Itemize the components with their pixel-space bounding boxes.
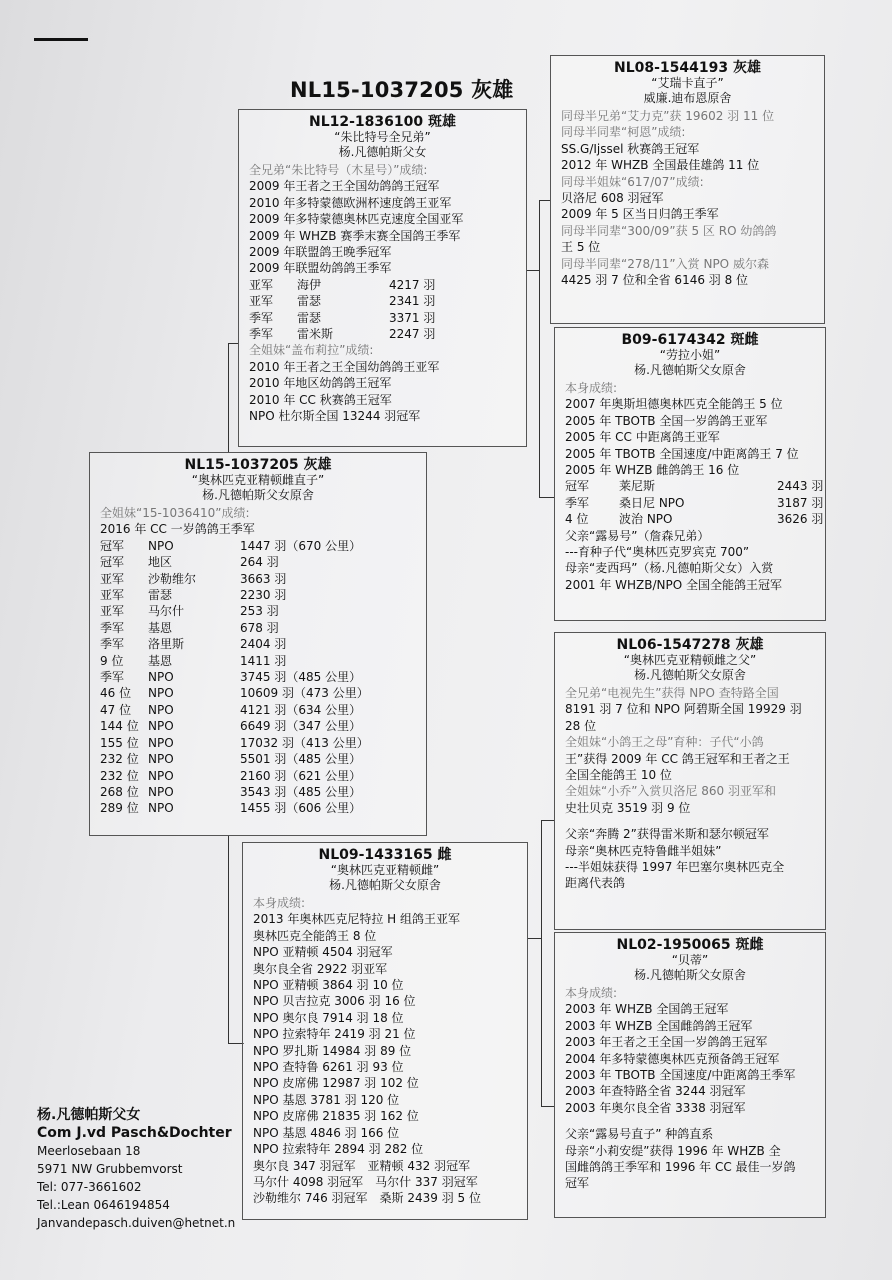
results-list bbox=[253, 895, 517, 1207]
result-cell: 10609 羽（473 公里） bbox=[240, 686, 369, 701]
results-list bbox=[565, 685, 815, 892]
result-line: 4425 羽 7 位和全省 6146 羽 8 位 bbox=[561, 273, 749, 288]
result-cell: 波治 NPO bbox=[619, 512, 673, 527]
result-line: 2005 年 WHZB 雌鸽鸽王 16 位 bbox=[565, 463, 740, 478]
pedigree-box-sire-dam bbox=[554, 327, 826, 621]
result-line bbox=[100, 718, 416, 734]
result-line: 全兄弟“电视先生”获得 NPO 查特路全国 bbox=[565, 686, 779, 700]
result-line: 国雌鸽鸽王季军和 1996 年 CC 最佳一岁鸽 bbox=[565, 1160, 796, 1175]
result-line: 王 5 位 bbox=[561, 240, 601, 255]
result-line: NPO 皮席佛 12987 羽 102 位 bbox=[253, 1076, 419, 1091]
connector-line bbox=[541, 1106, 554, 1107]
result-cell: 4121 羽（634 公里） bbox=[240, 702, 362, 717]
result-line: 2009 年 WHZB 赛季末赛全国鸽王季军 bbox=[249, 228, 461, 243]
result-line: 父亲“露易号”（詹森兄弟） bbox=[565, 528, 710, 543]
result-line: 全姐妹“15-1036410”成绩: bbox=[100, 506, 250, 520]
result-cell: 6649 羽（347 公里） bbox=[240, 719, 362, 734]
result-cell: 2160 羽（621 公里） bbox=[240, 768, 362, 783]
pedigree-box-dam-dam bbox=[554, 932, 826, 1218]
result-line: 贝洛尼 608 羽冠军 bbox=[561, 191, 664, 206]
result-line: NPO 奥尔良 7914 羽 18 位 bbox=[253, 1010, 404, 1025]
result-line: 2012 年 WHZB 全国最佳雄鸽 11 位 bbox=[561, 158, 760, 173]
result-cell: NPO bbox=[148, 735, 174, 750]
result-cell: 季军 bbox=[100, 620, 125, 635]
result-line: ---半姐妹获得 1997 年巴塞尔奥林匹克全 bbox=[565, 860, 785, 875]
result-cell: 2247 羽 bbox=[389, 327, 436, 342]
result-cell: 3745 羽（485 公里） bbox=[240, 670, 362, 685]
result-cell: 1411 羽 bbox=[240, 653, 287, 668]
result-line bbox=[249, 293, 516, 309]
result-cell: 季军 bbox=[249, 327, 274, 342]
result-line: 2003 年查特路全省 3244 羽冠军 bbox=[565, 1084, 746, 1099]
result-cell: 155 位 bbox=[100, 735, 139, 750]
result-cell: 马尔什 bbox=[148, 604, 185, 619]
result-cell: 雷瑟 bbox=[297, 294, 322, 309]
pedigree-box-sire-sire bbox=[550, 55, 825, 324]
result-cell: 季军 bbox=[100, 670, 125, 685]
result-line: 2016 年 CC 一岁鸽鸽王季军 bbox=[100, 522, 255, 537]
bird-name: “奥林匹克亚精顿雌之父” bbox=[623, 653, 757, 667]
result-line: 冠军 bbox=[565, 1176, 590, 1191]
connector-line bbox=[228, 836, 229, 1044]
footer-city: 5971 NW Grubbemvorst bbox=[37, 1162, 183, 1176]
result-cell: 144 位 bbox=[100, 719, 139, 734]
result-cell: 雷米斯 bbox=[297, 327, 334, 342]
connector-line bbox=[527, 938, 542, 939]
result-line: 父亲“奔腾 2”获得雷米斯和瑟尔顿冠军 bbox=[565, 827, 769, 842]
result-line: 2009 年王者之王全国幼鸽鸽王冠军 bbox=[249, 179, 440, 194]
result-cell: 3663 羽 bbox=[240, 571, 287, 586]
result-line: 王”获得 2009 年 CC 鸽王冠军和王者之王 bbox=[565, 751, 790, 766]
result-cell: 冠军 bbox=[565, 479, 590, 494]
result-line: 马尔什 4098 羽冠军 马尔什 337 羽冠军 bbox=[253, 1174, 478, 1189]
bird-name: “奥林匹克亚精顿雌直子” bbox=[191, 473, 325, 487]
result-cell: 3543 羽（485 公里） bbox=[240, 784, 362, 799]
result-line: 2009 年多特蒙德奥林匹克速度全国亚军 bbox=[249, 212, 464, 227]
result-line: 同母半姐妹“617/07”成绩: bbox=[561, 174, 704, 189]
result-line: NPO 皮席佛 21835 羽 162 位 bbox=[253, 1109, 419, 1124]
result-cell: 47 位 bbox=[100, 702, 132, 717]
result-line bbox=[100, 620, 416, 636]
result-cell: NPO bbox=[148, 801, 174, 816]
result-line: NPO 贝吉拉克 3006 羽 16 位 bbox=[253, 994, 416, 1009]
result-line bbox=[100, 685, 416, 701]
result-line bbox=[100, 538, 416, 554]
result-line bbox=[249, 310, 516, 326]
result-line: 2010 年地区幼鸽鸽王冠军 bbox=[249, 376, 392, 391]
result-line: NPO 拉索特年 2419 羽 21 位 bbox=[253, 1027, 416, 1042]
result-cell: 基恩 bbox=[148, 620, 173, 635]
result-cell: 3371 羽 bbox=[389, 310, 436, 325]
result-line: NPO 查特鲁 6261 羽 93 位 bbox=[253, 1060, 404, 1075]
breeder-name: 杨.凡德帕斯父女原舍 bbox=[202, 488, 314, 502]
result-line bbox=[100, 603, 416, 619]
breeder-name: 杨.凡德帕斯父女原舍 bbox=[634, 968, 746, 982]
result-line: 史壮贝克 3519 羽 9 位 bbox=[565, 800, 691, 815]
bird-name: “朱比特号全兄弟” bbox=[334, 130, 431, 144]
result-line: NPO 基恩 4846 羽 166 位 bbox=[253, 1125, 400, 1140]
result-line: 同母半同辈“300/09”获 5 区 RO 幼鸽鸽 bbox=[561, 223, 777, 238]
result-cell: 1447 羽（670 公里） bbox=[240, 538, 362, 553]
result-line: 2003 年 TBOTB 全国速度/中距离鸽王季军 bbox=[565, 1068, 796, 1083]
bird-name: “艾瑞卡直子” bbox=[651, 76, 724, 90]
result-cell: NPO bbox=[148, 670, 174, 685]
connector-line bbox=[541, 820, 554, 821]
ring-number: B09-6174342 斑雌 bbox=[621, 332, 759, 348]
result-line bbox=[565, 495, 824, 511]
result-line: 2010 年 CC 秋赛鸽王冠军 bbox=[249, 392, 392, 407]
result-line bbox=[100, 636, 416, 652]
result-line: 奥尔良全省 2922 羽亚军 bbox=[253, 961, 388, 976]
result-line: 全姐妹“盖布莉拉”成绩: bbox=[249, 343, 374, 358]
result-line: 28 位 bbox=[565, 718, 597, 733]
result-line: 奥林匹克全能鸽王 8 位 bbox=[253, 928, 377, 943]
result-line bbox=[100, 784, 416, 800]
result-line: 2009 年 5 区当日归鸽王季军 bbox=[561, 207, 719, 222]
result-cell: 雷瑟 bbox=[148, 588, 173, 603]
result-line: 2003 年奥尔良全省 3338 羽冠军 bbox=[565, 1100, 746, 1115]
result-line: 2005 年 TBOTB 全国一岁鸽鸽王亚军 bbox=[565, 413, 768, 428]
result-cell: 冠军 bbox=[100, 555, 125, 570]
ring-number: NL02-1950065 斑雌 bbox=[616, 937, 764, 953]
result-cell: 1455 羽（606 公里） bbox=[240, 801, 362, 816]
result-line bbox=[100, 587, 416, 603]
result-line: 2007 年奥斯坦德奥林匹克全能鸽王 5 位 bbox=[565, 397, 783, 412]
result-cell: 地区 bbox=[148, 555, 173, 570]
result-line: 同母半同辈“278/11”入赏 NPO 威尔森 bbox=[561, 256, 769, 271]
ring-number: NL08-1544193 灰雄 bbox=[614, 60, 761, 76]
connector-line bbox=[539, 200, 540, 497]
bird-name: “奥林匹克亚精顿雌” bbox=[330, 863, 440, 877]
footer-email: Janvandepasch.duiven@hetnet.n bbox=[37, 1216, 236, 1230]
connector-line bbox=[526, 270, 540, 271]
result-line: 本身成绩: bbox=[565, 381, 618, 395]
result-line: SS.G/Ijssel 秋赛鸽王冠军 bbox=[561, 141, 700, 156]
result-cell: NPO bbox=[148, 768, 174, 783]
result-cell: 2443 羽 bbox=[777, 479, 824, 494]
result-line: 同母半同辈“柯恩”成绩: bbox=[561, 125, 686, 140]
result-cell: 季军 bbox=[249, 310, 274, 325]
result-line: 母亲“麦西玛”（杨.凡德帕斯父女）入赏 bbox=[565, 561, 774, 576]
results-list bbox=[561, 108, 814, 288]
footer-address: Meerlosebaan 18 bbox=[37, 1144, 141, 1158]
result-cell: 3626 羽 bbox=[777, 512, 824, 527]
result-cell: NPO bbox=[148, 538, 174, 553]
result-line: NPO 亚精顿 4504 羽冠军 bbox=[253, 945, 393, 960]
result-cell: 9 位 bbox=[100, 653, 124, 668]
breeder-name: 杨.凡德帕斯父女 bbox=[338, 145, 427, 159]
result-cell: NPO bbox=[148, 719, 174, 734]
result-line: 2001 年 WHZB/NPO 全国全能鸽王冠军 bbox=[565, 577, 783, 592]
result-line bbox=[565, 511, 824, 527]
result-line: 2003 年 WHZB 全国鸽王冠军 bbox=[565, 1002, 729, 1017]
result-cell: 亚军 bbox=[100, 588, 125, 603]
result-line: 2005 年 TBOTB 全国速度/中距离鸽王 7 位 bbox=[565, 446, 799, 461]
result-line: 父亲“露易号直子” 种鸽直系 bbox=[565, 1127, 714, 1142]
result-cell: 季军 bbox=[565, 495, 590, 510]
result-cell: 洛里斯 bbox=[148, 637, 185, 652]
breeder-name: 杨.凡德帕斯父女原舍 bbox=[634, 363, 746, 377]
footer-tel: Tel: 077-3661602 bbox=[37, 1180, 142, 1194]
result-cell: 亚军 bbox=[249, 277, 274, 292]
result-line: ---育种子代“奥林匹克罗宾克 700” bbox=[565, 545, 750, 560]
result-line: 2005 年 CC 中距离鸽王亚军 bbox=[565, 430, 720, 445]
breeder-name: 杨.凡德帕斯父女原舍 bbox=[329, 878, 441, 892]
pedigree-box-dam-sire bbox=[554, 632, 826, 930]
result-cell: NPO bbox=[148, 784, 174, 799]
ring-number: NL09-1433165 雌 bbox=[318, 847, 452, 863]
result-line bbox=[249, 277, 516, 293]
result-line: 2003 年王者之王全国一岁鸽鸽王冠军 bbox=[565, 1035, 768, 1050]
breeder-name: 杨.凡德帕斯父女原舍 bbox=[634, 668, 746, 682]
result-line: 2010 年王者之王全国幼鸽鸽王亚军 bbox=[249, 359, 440, 374]
result-line: NPO 拉索特年 2894 羽 282 位 bbox=[253, 1142, 424, 1157]
result-line bbox=[100, 669, 416, 685]
connector-line bbox=[541, 820, 542, 1107]
result-line: 沙勒维尔 746 羽冠军 桑斯 2439 羽 5 位 bbox=[253, 1191, 481, 1206]
result-line bbox=[100, 653, 416, 669]
result-cell: 4217 羽 bbox=[389, 277, 436, 292]
ring-number: NL12-1836100 斑雄 bbox=[309, 114, 456, 130]
connector-line bbox=[228, 343, 238, 344]
result-cell: 亚军 bbox=[249, 294, 274, 309]
page-title: NL15-1037205 灰雄 bbox=[290, 78, 514, 102]
result-line: NPO 基恩 3781 羽 120 位 bbox=[253, 1092, 400, 1107]
result-line bbox=[100, 571, 416, 587]
pedigree-box-subject bbox=[89, 452, 427, 836]
result-cell: NPO bbox=[148, 752, 174, 767]
result-cell: 678 羽 bbox=[240, 620, 279, 635]
result-cell: 232 位 bbox=[100, 768, 139, 783]
result-cell: 莱尼斯 bbox=[619, 479, 656, 494]
header-dash bbox=[34, 38, 88, 41]
result-cell: 雷瑟 bbox=[297, 310, 322, 325]
result-cell: 亚军 bbox=[100, 571, 125, 586]
result-line bbox=[100, 735, 416, 751]
bird-name: “贝蒂” bbox=[671, 953, 709, 967]
pedigree-box-sire bbox=[238, 109, 527, 447]
result-line bbox=[565, 478, 824, 494]
result-cell: 沙勒维尔 bbox=[148, 571, 197, 586]
result-line bbox=[249, 326, 516, 342]
connector-line bbox=[539, 497, 554, 498]
footer-loft-cn: 杨.凡德帕斯父女 bbox=[37, 1107, 141, 1123]
result-cell: 3187 羽 bbox=[777, 495, 824, 510]
result-cell: 桑日尼 NPO bbox=[619, 495, 685, 510]
results-list bbox=[565, 985, 815, 1192]
result-line: 母亲“小莉安缇”获得 1996 年 WHZB 全 bbox=[565, 1143, 781, 1158]
contact-footer bbox=[37, 1106, 235, 1232]
result-line: 全国全能鸽王 10 位 bbox=[565, 768, 672, 783]
result-line: NPO 亚精顿 3864 羽 10 位 bbox=[253, 978, 404, 993]
result-cell: 289 位 bbox=[100, 801, 139, 816]
results-list bbox=[565, 380, 824, 593]
results-list bbox=[100, 505, 416, 817]
result-line: 2009 年联盟幼鸽鸽王季军 bbox=[249, 261, 392, 276]
result-cell: 海伊 bbox=[297, 277, 322, 292]
result-cell: 2341 羽 bbox=[389, 294, 436, 309]
result-line: 母亲“奥林匹克特鲁雌半姐妹” bbox=[565, 843, 722, 858]
ring-number: NL15-1037205 灰雄 bbox=[184, 457, 332, 473]
result-line: 2010 年多特蒙德欧洲杯速度鸽王亚军 bbox=[249, 195, 452, 210]
result-line bbox=[100, 800, 416, 816]
result-cell: NPO bbox=[148, 686, 174, 701]
result-line: 2004 年多特蒙德奥林匹克预备鸽王冠军 bbox=[565, 1051, 780, 1066]
result-cell: 46 位 bbox=[100, 686, 132, 701]
result-line bbox=[100, 751, 416, 767]
footer-loft-en: Com J.vd Pasch&Dochter bbox=[37, 1125, 232, 1141]
pedigree-box-dam bbox=[242, 842, 528, 1220]
bird-name: “劳拉小姐” bbox=[659, 348, 721, 362]
result-line: NPO 罗扎斯 14984 羽 89 位 bbox=[253, 1043, 412, 1058]
result-line: 8191 羽 7 位和 NPO 阿碧斯全国 19929 羽 bbox=[565, 702, 802, 717]
result-cell: 4 位 bbox=[565, 512, 589, 527]
result-cell: 亚军 bbox=[100, 604, 125, 619]
result-line: 本身成绩: bbox=[253, 896, 306, 910]
result-cell: 264 羽 bbox=[240, 555, 279, 570]
result-line: NPO 杜尔斯全国 13244 羽冠军 bbox=[249, 409, 421, 424]
result-line bbox=[100, 702, 416, 718]
result-cell: 基恩 bbox=[148, 653, 173, 668]
result-cell: 5501 羽（485 公里） bbox=[240, 752, 362, 767]
result-cell: 冠军 bbox=[100, 538, 125, 553]
result-line: 2013 年奥林匹克尼特拉 H 组鸽王亚军 bbox=[253, 912, 461, 927]
result-cell: 2404 羽 bbox=[240, 637, 287, 652]
connector-line bbox=[228, 343, 229, 453]
result-line: 全兄弟“朱比特号（木星号）”成绩: bbox=[249, 163, 428, 177]
breeder-name: 威廉.迪布恩原舍 bbox=[643, 91, 732, 105]
result-line bbox=[100, 554, 416, 570]
result-cell: 季军 bbox=[100, 637, 125, 652]
result-line: 距离代表鸽 bbox=[565, 876, 626, 891]
result-cell: 17032 羽（413 公里） bbox=[240, 735, 369, 750]
result-cell: 232 位 bbox=[100, 752, 139, 767]
result-cell: 2230 羽 bbox=[240, 588, 287, 603]
result-line: 全姐妹“小乔”入赏贝洛尼 860 羽亚军和 bbox=[565, 784, 776, 799]
result-cell: NPO bbox=[148, 702, 174, 717]
result-line: 全姐妹“小鸽王之母”育种：子代“小鸽 bbox=[565, 735, 764, 750]
result-line: 奥尔良 347 羽冠军 亚精顿 432 羽冠军 bbox=[253, 1158, 471, 1173]
footer-tel-2: Tel.:Lean 0646194854 bbox=[37, 1198, 170, 1212]
result-cell: 253 羽 bbox=[240, 604, 279, 619]
result-line: 本身成绩: bbox=[565, 986, 618, 1000]
ring-number: NL06-1547278 灰雄 bbox=[616, 637, 764, 653]
result-line: 同母半兄弟“艾力克”获 19602 羽 11 位 bbox=[561, 109, 775, 123]
result-line: 2003 年 WHZB 全国雌鸽鸽王冠军 bbox=[565, 1018, 753, 1033]
result-line bbox=[100, 768, 416, 784]
results-list bbox=[249, 162, 516, 425]
result-line: 2009 年联盟鸽王晚季冠军 bbox=[249, 245, 392, 260]
result-cell: 268 位 bbox=[100, 784, 139, 799]
